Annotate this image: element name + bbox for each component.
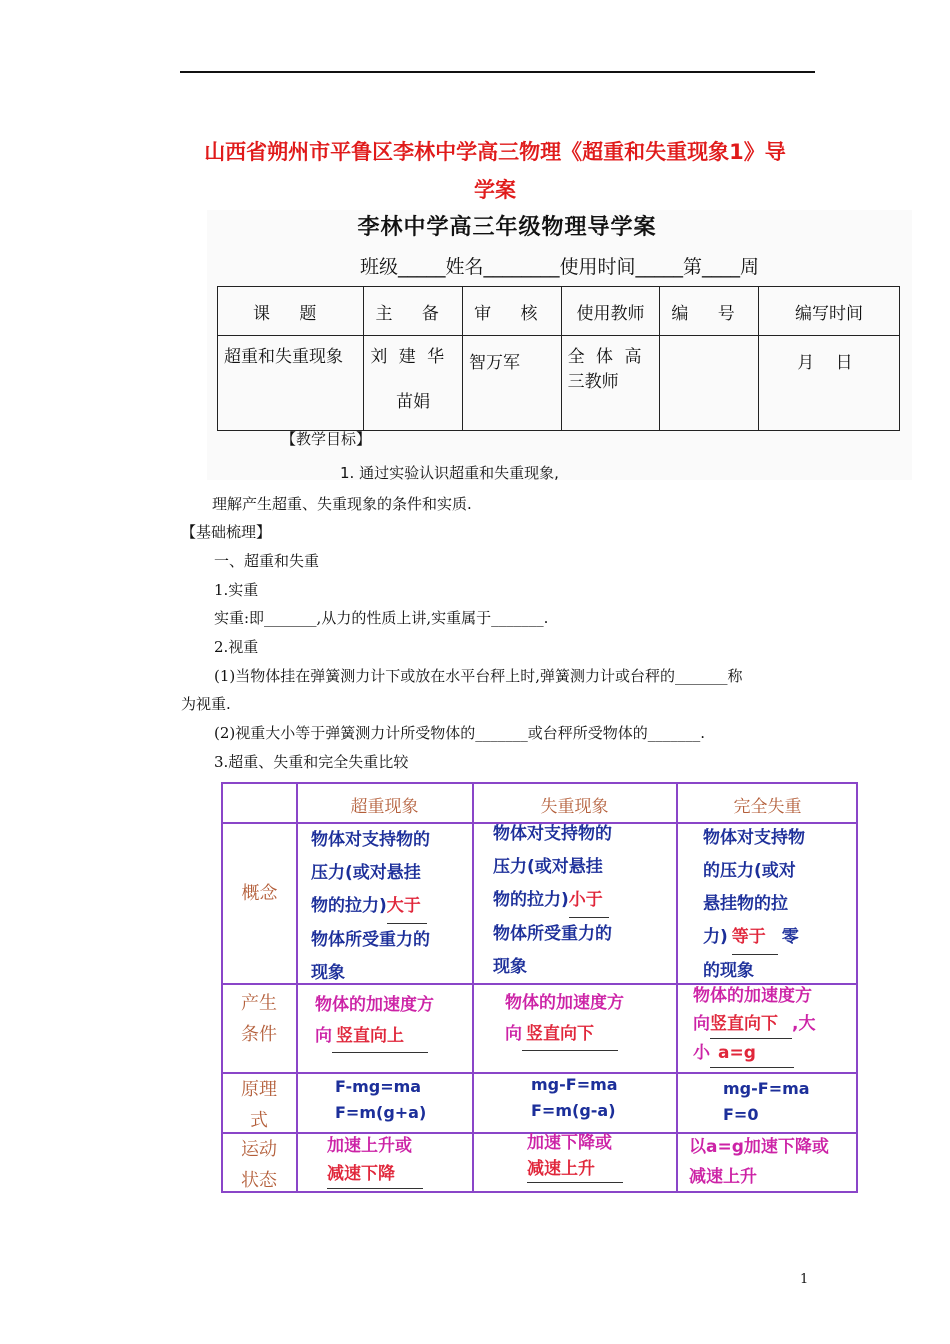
motion-line: 减速下降: [327, 1160, 423, 1189]
formula-line: F=0: [723, 1105, 759, 1124]
cell-text: 力): [703, 927, 728, 947]
concept-cell-underweight: [493, 818, 612, 984]
info-header-row: [218, 287, 900, 336]
cell-line: 的现象: [703, 961, 754, 981]
cell-line: [693, 1010, 815, 1039]
cell-line: 现象: [311, 963, 345, 983]
cell-line: 物体的加速度方: [505, 993, 624, 1013]
section-heading: 一、超重和失重: [214, 552, 320, 570]
row-header: 原理式: [241, 1079, 277, 1131]
goal-header: 【教学目标】: [281, 430, 372, 448]
cell-line: 悬挂物的拉: [703, 894, 788, 914]
info-header: 编写时间: [758, 287, 899, 336]
cell-line: [493, 884, 612, 918]
row-header: 概念: [241, 883, 278, 904]
cell-text: ,大: [792, 1014, 816, 1034]
paragraph: 实重:即_______,从力的性质上讲,实重属于_______.: [214, 609, 549, 627]
condition-cell-overweight: [315, 990, 434, 1053]
info-topic: 超重和失重现象: [218, 336, 364, 431]
info-number: [660, 336, 759, 431]
info-header: 编 号: [660, 287, 759, 336]
cell-line: 物体所受重力的: [311, 930, 430, 950]
formula-cell-weightless: [723, 1076, 810, 1128]
formula-line: mg-F=ma: [531, 1075, 618, 1094]
cell-line: 物体对支持物的: [311, 830, 430, 850]
cell-text: 物的拉力): [493, 890, 569, 910]
answer-blank: 大于: [387, 890, 427, 924]
cell-line: 压力(或对悬挂: [493, 857, 603, 877]
cell-line: 的压力(或对: [703, 861, 796, 881]
goal-item-1: 1. 通过实验认识超重和失重现象,: [340, 464, 559, 482]
info-header: 使用教师: [561, 287, 660, 336]
answer-blank: 小于: [569, 884, 609, 918]
cell-line: [505, 1019, 624, 1051]
answer-blank: a=g: [710, 1039, 794, 1068]
subsection-heading: 3.超重、失重和完全失重比较: [214, 753, 409, 771]
table-divider: [296, 784, 298, 1191]
info-author: [364, 336, 463, 431]
formula-cell-overweight: [335, 1074, 426, 1126]
row-header: 产生条件: [241, 993, 277, 1045]
column-header: 超重现象: [350, 797, 419, 817]
cell-text: 向: [693, 1014, 710, 1034]
author-line: 苗娟: [396, 392, 431, 412]
formula-line: F=m(g+a): [335, 1103, 427, 1122]
formula-line: F-mg=ma: [335, 1077, 422, 1096]
teacher-line: 全 体 高: [567, 347, 645, 367]
comparison-table: [221, 782, 858, 1193]
paragraph: (1)当物体挂在弹簧测力计下或放在水平台秤上时,弹簧测力计或台秤的_______称: [214, 667, 743, 685]
teacher-line: 三教师: [567, 372, 619, 392]
motion-cell-underweight: [527, 1130, 623, 1183]
cell-line: [703, 921, 805, 955]
document-title-line1: 山西省朔州市平鲁区李林中学高三物理《超重和失重现象1》导: [204, 140, 786, 164]
answer-blank: 竖直向上: [332, 1021, 428, 1053]
info-teacher: [561, 336, 660, 431]
condition-cell-weightless: [693, 982, 815, 1068]
cell-line: 物体的加速度方: [315, 995, 434, 1015]
subsection-heading: 1.实重: [214, 581, 259, 599]
basics-header: 【基础梳理】: [181, 523, 272, 541]
info-date: [758, 336, 899, 431]
table-divider: [676, 784, 678, 1191]
document-title-line2: 学案: [474, 178, 516, 202]
info-header: 主 备: [364, 287, 463, 336]
info-body-row: [218, 336, 900, 431]
cell-line: [315, 1021, 434, 1053]
paragraph: 为视重.: [181, 695, 231, 713]
class-info-line: 班级_____姓名________使用时间_____第____周: [359, 256, 759, 278]
info-reviewer: [463, 336, 562, 431]
cell-line: 现象: [493, 957, 527, 977]
concept-cell-weightless: [703, 822, 805, 988]
formula-line: F=m(g-a): [531, 1101, 616, 1120]
date-text: 月 日: [797, 353, 861, 373]
subsection-heading: 2.视重: [214, 638, 259, 656]
answer-blank: 等于: [732, 921, 778, 955]
answer-blank: 竖直向下: [522, 1019, 618, 1051]
cell-line: 物体的加速度方: [693, 986, 812, 1006]
cell-line: 物体所受重力的: [493, 924, 612, 944]
cell-text: 向: [505, 1024, 522, 1044]
cell-line: 压力(或对悬挂: [311, 863, 421, 883]
concept-cell-overweight: [311, 824, 430, 990]
header-rule: [180, 71, 815, 73]
info-header: 审 核: [463, 287, 562, 336]
cell-text: 零: [781, 927, 799, 947]
page-number: 1: [800, 1272, 809, 1287]
motion-line: 以a=g加速下降或: [689, 1137, 829, 1157]
column-header: 完全失重: [733, 797, 802, 817]
answer-blank: 竖直向下: [710, 1010, 792, 1039]
reviewer-name: 智万军: [469, 353, 520, 373]
table-divider: [472, 784, 474, 1191]
cell-text: 小: [693, 1043, 710, 1063]
condition-cell-underweight: [505, 988, 624, 1051]
formula-line: mg-F=ma: [723, 1079, 810, 1098]
info-table: [217, 286, 900, 431]
cell-line: 物体对支持物的: [493, 824, 612, 844]
info-header: 课 题: [218, 287, 364, 336]
cell-line: [693, 1039, 815, 1068]
cell-text: 物的拉力): [311, 896, 387, 916]
motion-line: 加速下降或: [527, 1133, 612, 1153]
motion-line: 减速上升: [689, 1167, 757, 1187]
cell-text: 向: [315, 1026, 332, 1046]
motion-cell-weightless: [689, 1132, 829, 1192]
motion-line: 减速上升: [527, 1156, 623, 1183]
column-header: 失重现象: [540, 797, 609, 817]
school-title: 李林中学高三年级物理导学案: [357, 214, 657, 240]
row-header: 运动状态: [241, 1139, 277, 1191]
formula-cell-underweight: [531, 1072, 618, 1124]
cell-line: [311, 890, 430, 924]
motion-line: 加速上升或: [327, 1136, 412, 1156]
motion-cell-overweight: [327, 1132, 423, 1189]
author-line: 刘 建 华: [370, 347, 448, 367]
cell-line: 物体对支持物: [703, 828, 805, 848]
paragraph: (2)视重大小等于弹簧测力计所受物体的_______或台秤所受物体的_______.: [214, 724, 706, 742]
goal-item-2: 理解产生超重、失重现象的条件和实质.: [212, 495, 472, 513]
